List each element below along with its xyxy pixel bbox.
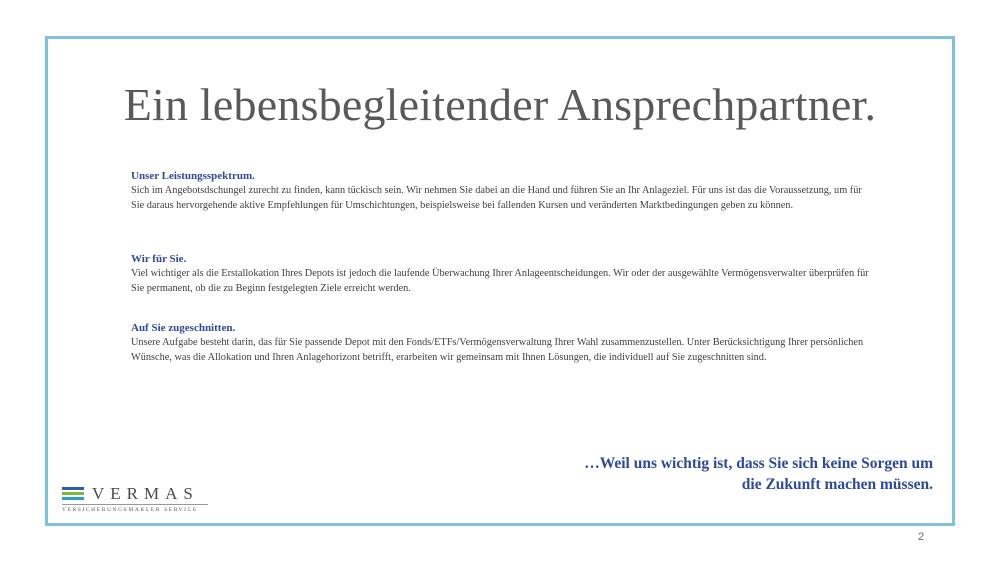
logo-bar xyxy=(62,492,84,495)
tagline xyxy=(513,453,933,495)
logo-subtitle: VERSICHERUNGSMAKLER SERVICE xyxy=(62,507,198,513)
section-zugeschnitten xyxy=(131,321,871,365)
tagline-line: …Weil uns wichtig ist, dass Sie sich keine Sorgen um xyxy=(584,455,933,472)
logo-bar xyxy=(62,487,84,490)
logo-name: VERMAS xyxy=(92,484,199,503)
vermas-logo xyxy=(62,484,212,514)
logo-bars-icon xyxy=(62,487,84,502)
logo-divider xyxy=(62,504,208,505)
section-text: Unsere Aufgabe besteht darin, das für Sie passende Depot mit den Fonds/ETFs/Vermögensverwaltung Ihrer Wahl zusammenzustellen. Unter Berücksichtigung Ihrer persönlichen Wünsche, was die Allokation und Ihren Anlagehorizont betrifft, erarbeiten wir gemeinsam mit Ihnen Lösungen, die individuell auf Sie zugeschnitten sind. xyxy=(131,337,864,363)
tagline-line: die Zukunft machen müssen. xyxy=(741,476,933,493)
section-text: Viel wichtiger als die Erstallokation Ihres Depots ist jedoch die laufende Überwachung Ihrer Anlageentscheidungen. Wir oder der ausgewählte Vermögensverwalter überprüfen für Sie permanent, ob die zu Beginn festgelegten Ziele erreicht werden. xyxy=(131,268,869,294)
page-number: 2 xyxy=(918,531,925,543)
section-text: Sich im Angebotsdschungel zurecht zu finden, kann tückisch sein. Wir nehmen Sie dabei an die Hand und führen Sie an Ihr Anlageziel. Für uns ist das die Voraussetzung, um für Sie daraus hervorgehende aktive Empfehlungen für Umschichtungen, beispielsweise bei fallenden Kursen und veränderten Marktbedingungen geben zu können. xyxy=(131,185,862,211)
section-heading: Unser Leistungsspektrum. xyxy=(131,170,255,182)
logo-bar xyxy=(62,497,84,500)
section-leistungsspektrum xyxy=(131,169,871,213)
section-wir-fuer-sie xyxy=(131,252,871,296)
section-heading: Wir für Sie. xyxy=(131,253,187,265)
slide-title: Ein lebensbegleitender Ansprechpartner. xyxy=(123,79,877,130)
section-heading: Auf Sie zugeschnitten. xyxy=(131,322,236,334)
